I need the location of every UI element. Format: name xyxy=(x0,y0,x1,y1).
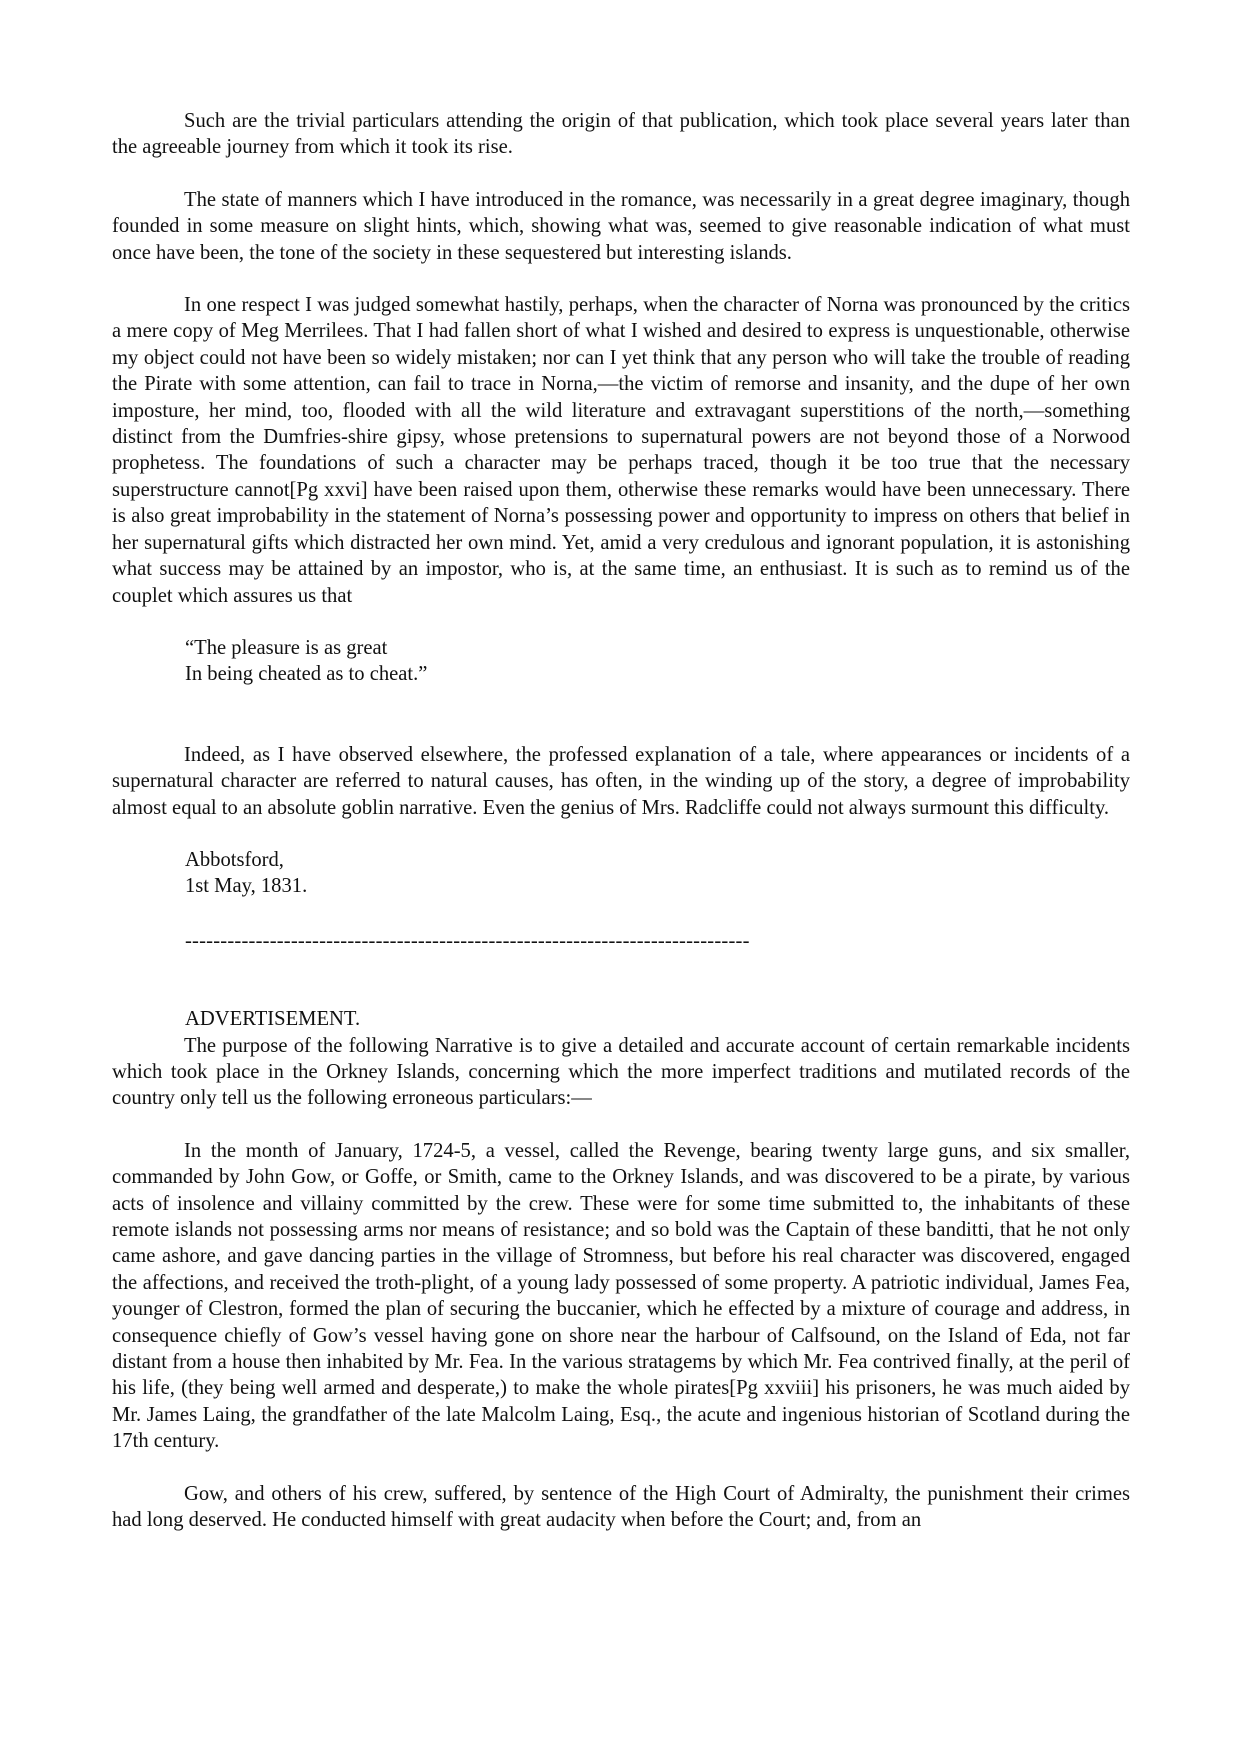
document-page xyxy=(112,108,1130,1559)
signoff xyxy=(185,847,1130,900)
paragraph-purpose: The purpose of the following Narrative is to give a detailed and accurate account of certain remarkable incidents which took place in the Orkney Islands, concerning which the more imperfect traditions and mutilated records of the country only tell us the following erroneous particulars:— xyxy=(112,1034,1130,1110)
paragraph-manners: The state of manners which I have introduced in the romance, was necessarily in a great degree imaginary, though founded in some measure on slight hints, which, showing what was, seemed to give reasonable indication of what must once have been, the tone of the society in these sequestered but interesting islands. xyxy=(112,188,1130,264)
section-heading: ADVERTISEMENT. xyxy=(185,1008,361,1031)
paragraph-norna: In one respect I was judged somewhat hastily, perhaps, when the character of Norna was pronounced by the critics a mere copy of Meg Merrilees. That I had fallen short of what I wished and desired to express is unquestionable, otherwise my object could not have been so widely mistaken; nor can I yet think that any person who will take the trouble of reading the Pirate with some attention, can fail to trace in Norna,—the victim of remorse and insanity, and the dupe of her own imposture, her mind, too, flooded with all the wild literature and extravagant superstitions of the north,—something distinct from the Dumfries-shire gipsy, whose pretensions to supernatural powers are not beyond those of a Norwood prophetess. The foundations of such a character may be perhaps traced, though it be too true that the necessary superstructure cannot[Pg xxvi] have been raised upon them, otherwise these remarks would have been unnecessary. There is also great improbability in the statement of Norna’s possessing power and opportunity to impress on others that belief in her supernatural gifts which distracted her own mind. Yet, amid a very credulous and ignorant population, it is astonishing what success may be attained by an impostor, who is, at the same time, an enthusiast. It is such as to remind us of the couplet which assures us that xyxy=(112,294,1130,607)
couplet xyxy=(185,635,1130,688)
signoff-place: Abbotsford, xyxy=(185,848,284,871)
paragraph-supernatural: Indeed, as I have observed elsewhere, the professed explanation of a tale, where appearances or incidents of a supernatural character are referred to natural causes, has often, in the winding up of the story, a degree of improbability almost equal to an absolute goblin narrative. Even the genius of Mrs. Radcliffe could not always surmount this difficulty. xyxy=(112,743,1130,819)
paragraph-origin: Such are the trivial particulars attending the origin of that publication, which took place several years later than the agreeable journey from which it took its rise. xyxy=(112,110,1130,159)
section-divider: -------------------------------------------------------------------------------- xyxy=(185,929,750,952)
couplet-line-2: In being cheated as to cheat.” xyxy=(185,663,428,686)
couplet-line-1: “The pleasure is as great xyxy=(185,636,388,659)
paragraph-gow-trial: Gow, and others of his crew, suffered, by sentence of the High Court of Admiralty, the punishment their crimes had long deserved. He conducted himself with great audacity when before the Court; and, from an xyxy=(112,1482,1130,1532)
signoff-date: 1st May, 1831. xyxy=(185,875,308,898)
paragraph-gow-history: In the month of January, 1724-5, a vessel, called the Revenge, bearing twenty large guns, and six smaller, commanded by John Gow, or Goffe, or Smith, came to the Orkney Islands, and was discovered to be a pirate, by various acts of insolence and villainy committed by the crew. These were for some time submitted to, the inhabitants of these remote islands not possessing arms nor means of resistance; and so bold was the Captain of these banditti, that he not only came ashore, and gave dancing parties in the village of Stromness, but before his real character was discovered, engaged the affections, and received the troth-plight, of a young lady possessed of some property. A patriotic individual, James Fea, younger of Clestron, formed the plan of securing the buccanier, which he effected by a mixture of courage and address, in consequence chiefly of Gow’s vessel having gone on shore near the harbour of Calfsound, on the Island of Eda, not far distant from a house then inhabited by Mr. Fea. In the various stratagems by which Mr. Fea contrived finally, at the peril of his life, (they being well armed and desperate,) to make the whole pirates[Pg xxviii] his prisoners, he was much aided by Mr. James Laing, the grandfather of the late Malcolm Laing, Esq., the acute and ingenious historian of Scotland during the 17th century. xyxy=(112,1139,1130,1453)
